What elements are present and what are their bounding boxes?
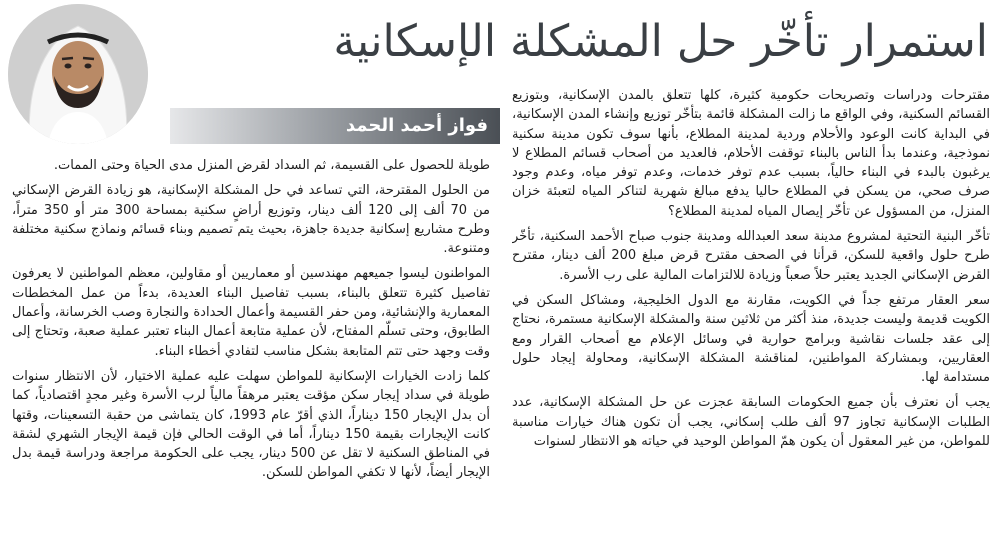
article-column-right bbox=[512, 86, 990, 544]
paragraph: تأخّر البنية التحتية لمشروع مدينة سعد العبدالله ومدينة جنوب صباح الأحمد السكنية، تأخّر طرح حلول واقعية للسكن، قرأنا في الصحف مقترح قرض مبلغ 200 ألف دينار، مقترح القرض الإسكاني الجديد يعتبر حلاً صعباً وزيادة للالتزامات المالية على رب الأسرة. bbox=[512, 229, 990, 283]
paragraph: مقترحات ودراسات وتصريحات حكومية كثيرة، كلها تتعلق بالمدن الإسكانية، وبتوزيع القسائم السكنية، وفي الواقع ما زالت المشكلة قائمة بتأخّر توزيع وإنشاء المدن الإسكانية، في البداية كانت الوعود والأحلام وردية لمدينة المطلاع، بأنها سوف تكون مدينة سكنية نموذجية، وعندما بدأ الناس بالبناء توقفت الأحلام، فالعديد من أصحاب قسائم المطلاع لا يرغبون بالبدء في البناء حالياً، بسبب عدم توفر خدمات، وعدم توفر مياه، وعدم وجود صرف صحي، من يسكن في المطلاع حاليا يدفع مبالغ شهرية لتناكر المياه لتعبئة خزان المنزل، من المسؤول عن تأخّر إيصال المياه لمدينة المطلاع؟ bbox=[512, 88, 990, 219]
author-photo bbox=[8, 4, 148, 144]
article-column-left bbox=[12, 156, 490, 544]
paragraph: من الحلول المقترحة، التي تساعد في حل المشكلة الإسكانية، هو زيادة القرض الإسكاني من 70 ألف إلى 120 ألف دينار، وتوزيع أراضٍ سكنية بمساحة 300 متر أو 350 متراً، وطرح مشاريع إسكانية جديدة جاهزة، بحيث يتم تصميم وبناء قسائم ونماذج سكنية مختلفة ومتنوعة. bbox=[12, 183, 490, 257]
article-headline: استمرار تأخّر حل المشكلة الإسكانية bbox=[333, 16, 988, 67]
author-portrait-icon bbox=[8, 4, 148, 144]
paragraph: كلما زادت الخيارات الإسكانية للمواطن سهلت عليه عملية الاختيار، لأن الانتظار سنوات طويلة في سداد إيجار سكن مؤقت يعتبر مرهقاً مالياً لرب الأسرة وغير مجدٍ اقتصادياً، كما أن بدل الإيجار 150 ديناراً، الذي أقرّ عام 1993، كان يتماشى من حقبة التسعينات، وقتها كانت الإيجارات بقيمة 150 ديناراً، أما في الوقت الحالي فإن قيمة الإيجار الشهري لشقة في المناطق السكنية لا تقل عن 500 دينار، يجب على الحكومة مراجعة ودراسة قيمة بدل الإيجار أيضاً، لأنها لا تكفي المواطن للسكن. bbox=[12, 368, 490, 481]
paragraph: المواطنون ليسوا جميعهم مهندسين أو معماريين أو مقاولين، معظم المواطنين لا يعرفون تفاصيل كثيرة تتعلق بالبناء، بسبب تفاصيل البناء العديدة، بدءاً من عمل المخططات المعمارية والإنشائية، ومن حفر القسيمة وأعمال الحدادة والنجارة وصب الخرسانة، وأعمال الطابوق، وحتى تسلّم المفتاح، لأن عملية متابعة أعمال البناء تعتبر عملية صعبة، وتحتاج إلى وقت وجهد حتى تتم المتابعة بشكل مناسب لتفادي أخطاء البناء. bbox=[12, 266, 490, 359]
byline-bar bbox=[170, 108, 500, 144]
paragraph: يجب أن نعترف بأن جميع الحكومات السابقة عجزت عن حل المشكلة الإسكانية، عدد الطلبات الإسكانية تجاوز 97 ألف طلب إسكاني، يجب أن تكون هناك خيارات مناسبة للمواطن، من غير المعقول أن يكون همّ المواطن الوحيد في حياته هو الانتظار لسنوات bbox=[512, 395, 990, 450]
paragraph: سعر العقار مرتفع جداً في الكويت، مقارنة مع الدول الخليجية، ومشاكل السكن في الكويت قديمة وليست جديدة، منذ أكثر من ثلاثين سنة والمشكلة الإسكانية مستمرة، نحتاج إلى عقد جلسات نقاشية وبرامج حوارية في وسائل الإعلام مع أصحاب القرار ومع العقاريين، وبمشاركة المواطنين، لمناقشة المشكلة الإسكانية، ومحاولة إيجاد حلول مستدامة لها. bbox=[512, 292, 990, 386]
paragraph: طويلة للحصول على القسيمة، ثم السداد لقرض المنزل مدى الحياة وحتى الممات. bbox=[53, 158, 490, 173]
author-name: فواز أحمد الحمد bbox=[345, 115, 488, 136]
